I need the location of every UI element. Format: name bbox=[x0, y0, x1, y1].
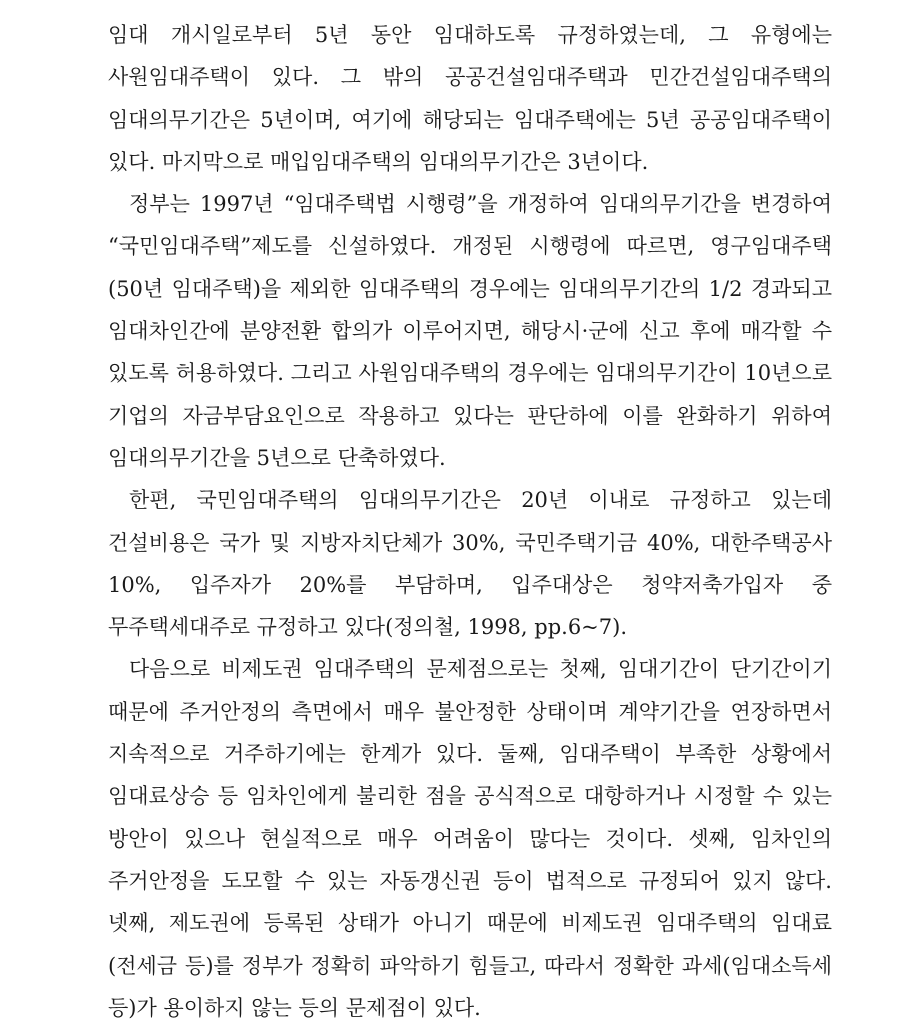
paragraph-national-rental-housing: 한편, 국민임대주택의 임대의무기간은 20년 이내로 규정하고 있는데 건설비용은 국가 및 지방자치단체가 30%, 국민주택기금 40%, 대한주택공사 10%, 입주자가 20%를 부담하며, 입주대상은 청약저축가입자 중 무주택세대주로 규정하고 있다(정의철, 1998, pp.6~7). bbox=[108, 488, 832, 640]
paragraph-continuation: 임대 개시일로부터 5년 동안 임대하도록 규정하였는데, 그 유형에는 사원임대주택이 있다. 그 밖의 공공건설임대주택과 민간건설임대주택의 임대의무기간은 5년이며, 여기에 해당되는 임대주택에는 5년 공공임대주택이 있다. 마지막으로 매입임대주택의 임대의무기간은 3년이다. bbox=[108, 23, 832, 174]
paragraph-rental-law-amendment: 정부는 1997년 “임대주택법 시행령”을 개정하여 임대의무기간을 변경하여 “국민임대주택”제도를 신설하였다. 개정된 시행령에 따르면, 영구임대주택(50년 임대주택)을 제외한 임대주택의 경우에는 임대의무기간의 1/2 경과되고 임대차인간에 분양전환 합의가 이루어지면, 해당시·군에 신고 후에 매각할 수 있도록 허용하였다. 그리고 사원임대주택의 경우에는 임대의무기간이 10년으로 기업의 자금부담요인으로 작용하고 있다는 판단하에 이를 완화하기 위하여 임대의무기간을 5년으로 단축하였다. bbox=[108, 192, 832, 470]
paragraph-informal-rental-problems: 다음으로 비제도권 임대주택의 문제점으로는 첫째, 임대기간이 단기간이기 때문에 주거안정의 측면에서 매우 불안정한 상태이며 계약기간을 연장하면서 지속적으로 거주하기에는 한계가 있다. 둘째, 임대주택이 부족한 상황에서 임대료상승 등 임차인에게 불리한 점을 공식적으로 대항하거나 시정할 수 있는 방안이 있으나 현실적으로 매우 어려움이 많다는 것이다. 셋째, 임차인의 주거안정을 도모할 수 있는 자동갱신권 등이 법적으로 규정되어 있지 않다. 넷째, 제도권에 등록된 상태가 아니기 때문에 비제도권 임대주택의 임대료(전세금 등)를 정부가 정확히 파악하기 힘들고, 따라서 정확한 과세(임대소득세 등)가 용이하지 않는 등의 문제점이 있다. bbox=[108, 657, 832, 1020]
document-body bbox=[108, 14, 832, 1029]
